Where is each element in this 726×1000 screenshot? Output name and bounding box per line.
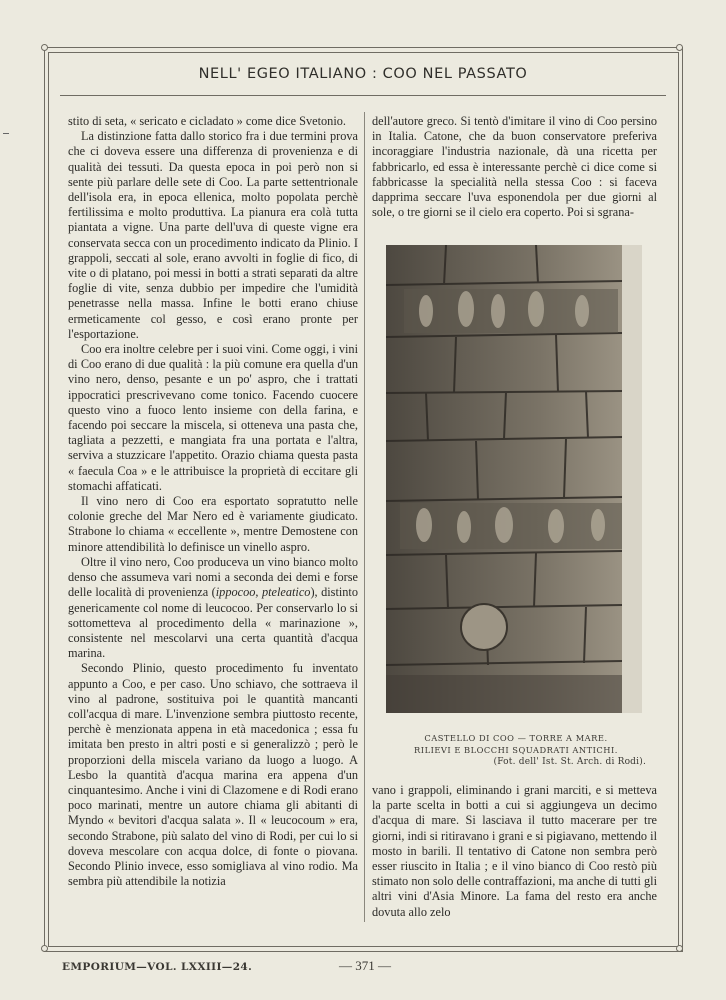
italic-terms: ippocoo, pteleatico — [215, 585, 311, 600]
paragraph-text: Oltre il vino nero, Coo produceva un vino bianco molto denso che assumeva vari nomi a seconda dei demi e forse delle località di provenienza ( — [68, 554, 358, 600]
frame-corner-ornament — [41, 44, 48, 51]
photo-credit: (Fot. dell' Ist. St. Arch. di Rodi). — [493, 757, 646, 767]
right-column-top — [372, 114, 657, 220]
header-rule — [60, 95, 666, 96]
right-column-bottom — [372, 783, 657, 920]
figure-caption — [386, 732, 646, 768]
paragraph — [68, 555, 358, 661]
paragraph: stito di seta, « sericato e cicladato » come dice Svetonio. — [68, 114, 346, 128]
margin-mark — [3, 133, 9, 134]
paragraph: dell'autore greco. Si tentò d'imitare il vino di Coo persino in Italia. Catone, che da buon conservatore preferiva incoraggiare l'industria nazionale, dà una ricetta per fabbricarlo, ed essa è interessante perchè ci dice come si fabbricasse la specialità nella stessa Coo : si faceva dapprima seccare l'uva esponendola per due giorni al sole, o tre giorni se il cielo era coperto. Poi si sgrana- — [372, 114, 657, 220]
paragraph: Coo era inoltre celebre per i suoi vini. Come oggi, i vini di Coo erano di due qualità : la più comune era quella d'un vino nero, denso, pesante e un po' aspro, che i trattati ippocratici prescrivevano come tonico. Facendo cuocere questo vino a fuoco lento insieme con della farina, e facendo poi seccare la miscela, si otteneva una pasta che, tagliata a pezzetti, e mangiata fra una portata e l'altra, serviva a stuzzicare l'appetito. Orazio chiama questa pasta « faecula Coa » e le attribuisce la proprietà di eccitare gli stomachi affaticati. — [68, 342, 358, 493]
stone-wall-illustration — [386, 245, 642, 713]
page-number: — 371 — — [339, 958, 391, 973]
caption-line: RILIEVI E BLOCCHI SQUADRATI ANTICHI. — [414, 745, 618, 755]
paragraph: La distinzione fatta dallo storico fra i due termini prova che ci doveva essere una differenza di provenienza e di qualità dei tessuti. Da questa epoca in poi però non si sente più parlare delle sete di Coo. La parte settentrionale dell'isola era, in epoca ellenica, molto popolata perchè fertilissima e molto produttiva. La pianura era colà tutta piantata a vigne. Una parte dell'uva di queste vigne era conservata secca con un procedimento indicato da Plinio. I grappoli, seccati al sole, erano avvolti in foglie di fico, di vite o di platano, poi messi in botti a strati separati da altre foglie di vite, senza dubbio per impedire che l'umidità penetrasse nella massa. Infine le botti erano chiuse ermeticamente col gesso, e così erano pronte per l'esportazione. — [68, 129, 358, 341]
caption-line: CASTELLO DI COO — TORRE A MARE. — [424, 733, 608, 743]
castle-tower-photo — [386, 245, 642, 713]
column-divider — [364, 112, 365, 922]
journal-footer: EMPORIUM—VOL. LXXIII—24. — [62, 961, 253, 973]
frame-corner-ornament — [41, 945, 48, 952]
left-column — [68, 114, 358, 889]
paragraph-text: ), distinto genericamente col nome di leucocoo. Per conservarlo lo si sottometteva al procedimento della « marinazione », consistente nel mescolarvi una certa quantità d'acqua marina. — [68, 585, 358, 661]
paragraph: Secondo Plinio, questo procedimento fu inventato appunto a Coo, e per caso. Uno schiavo, che sottraeva il vino al padrone, sostituiva poi le quantità mancanti coll'acqua di mare. L'invenzione sembra piuttosto recente, perchè è menzionata appena in età macedonica ; essa fu imitata ben presto in altri posti e si generalizzò ; però le proporzioni della miscela variano da luogo a luogo. A Lesbo la quantità d'acqua marina era appena d'un cinquantesimo. Anche i vini di Clazomene e di Rodi erano poco marinati, mentre un autore chiama gli abitanti di Myndo « bevitori d'acqua salata ». Il « leucocoum » era, secondo Strabone, più salato del vino di Rodi, per cui lo si doveva mescolare con acqua dolce, di fonte o piovana. Secondo Plinio invece, esso somigliava al vino rodio. Ma sembra più attendibile la notizia — [68, 661, 358, 889]
paragraph: vano i grappoli, eliminando i grani marciti, e si metteva la parte scelta in botti a cui si aggiungeva un decimo d'acqua di mare. Si lasciava il tutto macerare per tre giorni, indi si ritiravano i grani e si pigiavano, mettendo il mosto in barili. Il tentativo di Catone non sembra però esser riuscito in Italia ; e il vino bianco di Coo restò più stimato non solo delle contraffazioni, ma anche di tutti gli altri vini d'Asia Minore. La fama del resto era anche dovuta allo zelo — [372, 783, 657, 919]
running-header: NELL' EGEO ITALIANO : COO NEL PASSATO — [198, 66, 528, 82]
paragraph: Il vino nero di Coo era esportato sopratutto nelle colonie greche del Mar Nero ed è variamente giudicato. Strabone lo chiama « eccellente », mentre Demostene con minore attendibilità lo definisce un vinello aspro. — [68, 494, 358, 554]
frame-corner-ornament — [676, 44, 683, 51]
frame-corner-ornament — [676, 945, 683, 952]
